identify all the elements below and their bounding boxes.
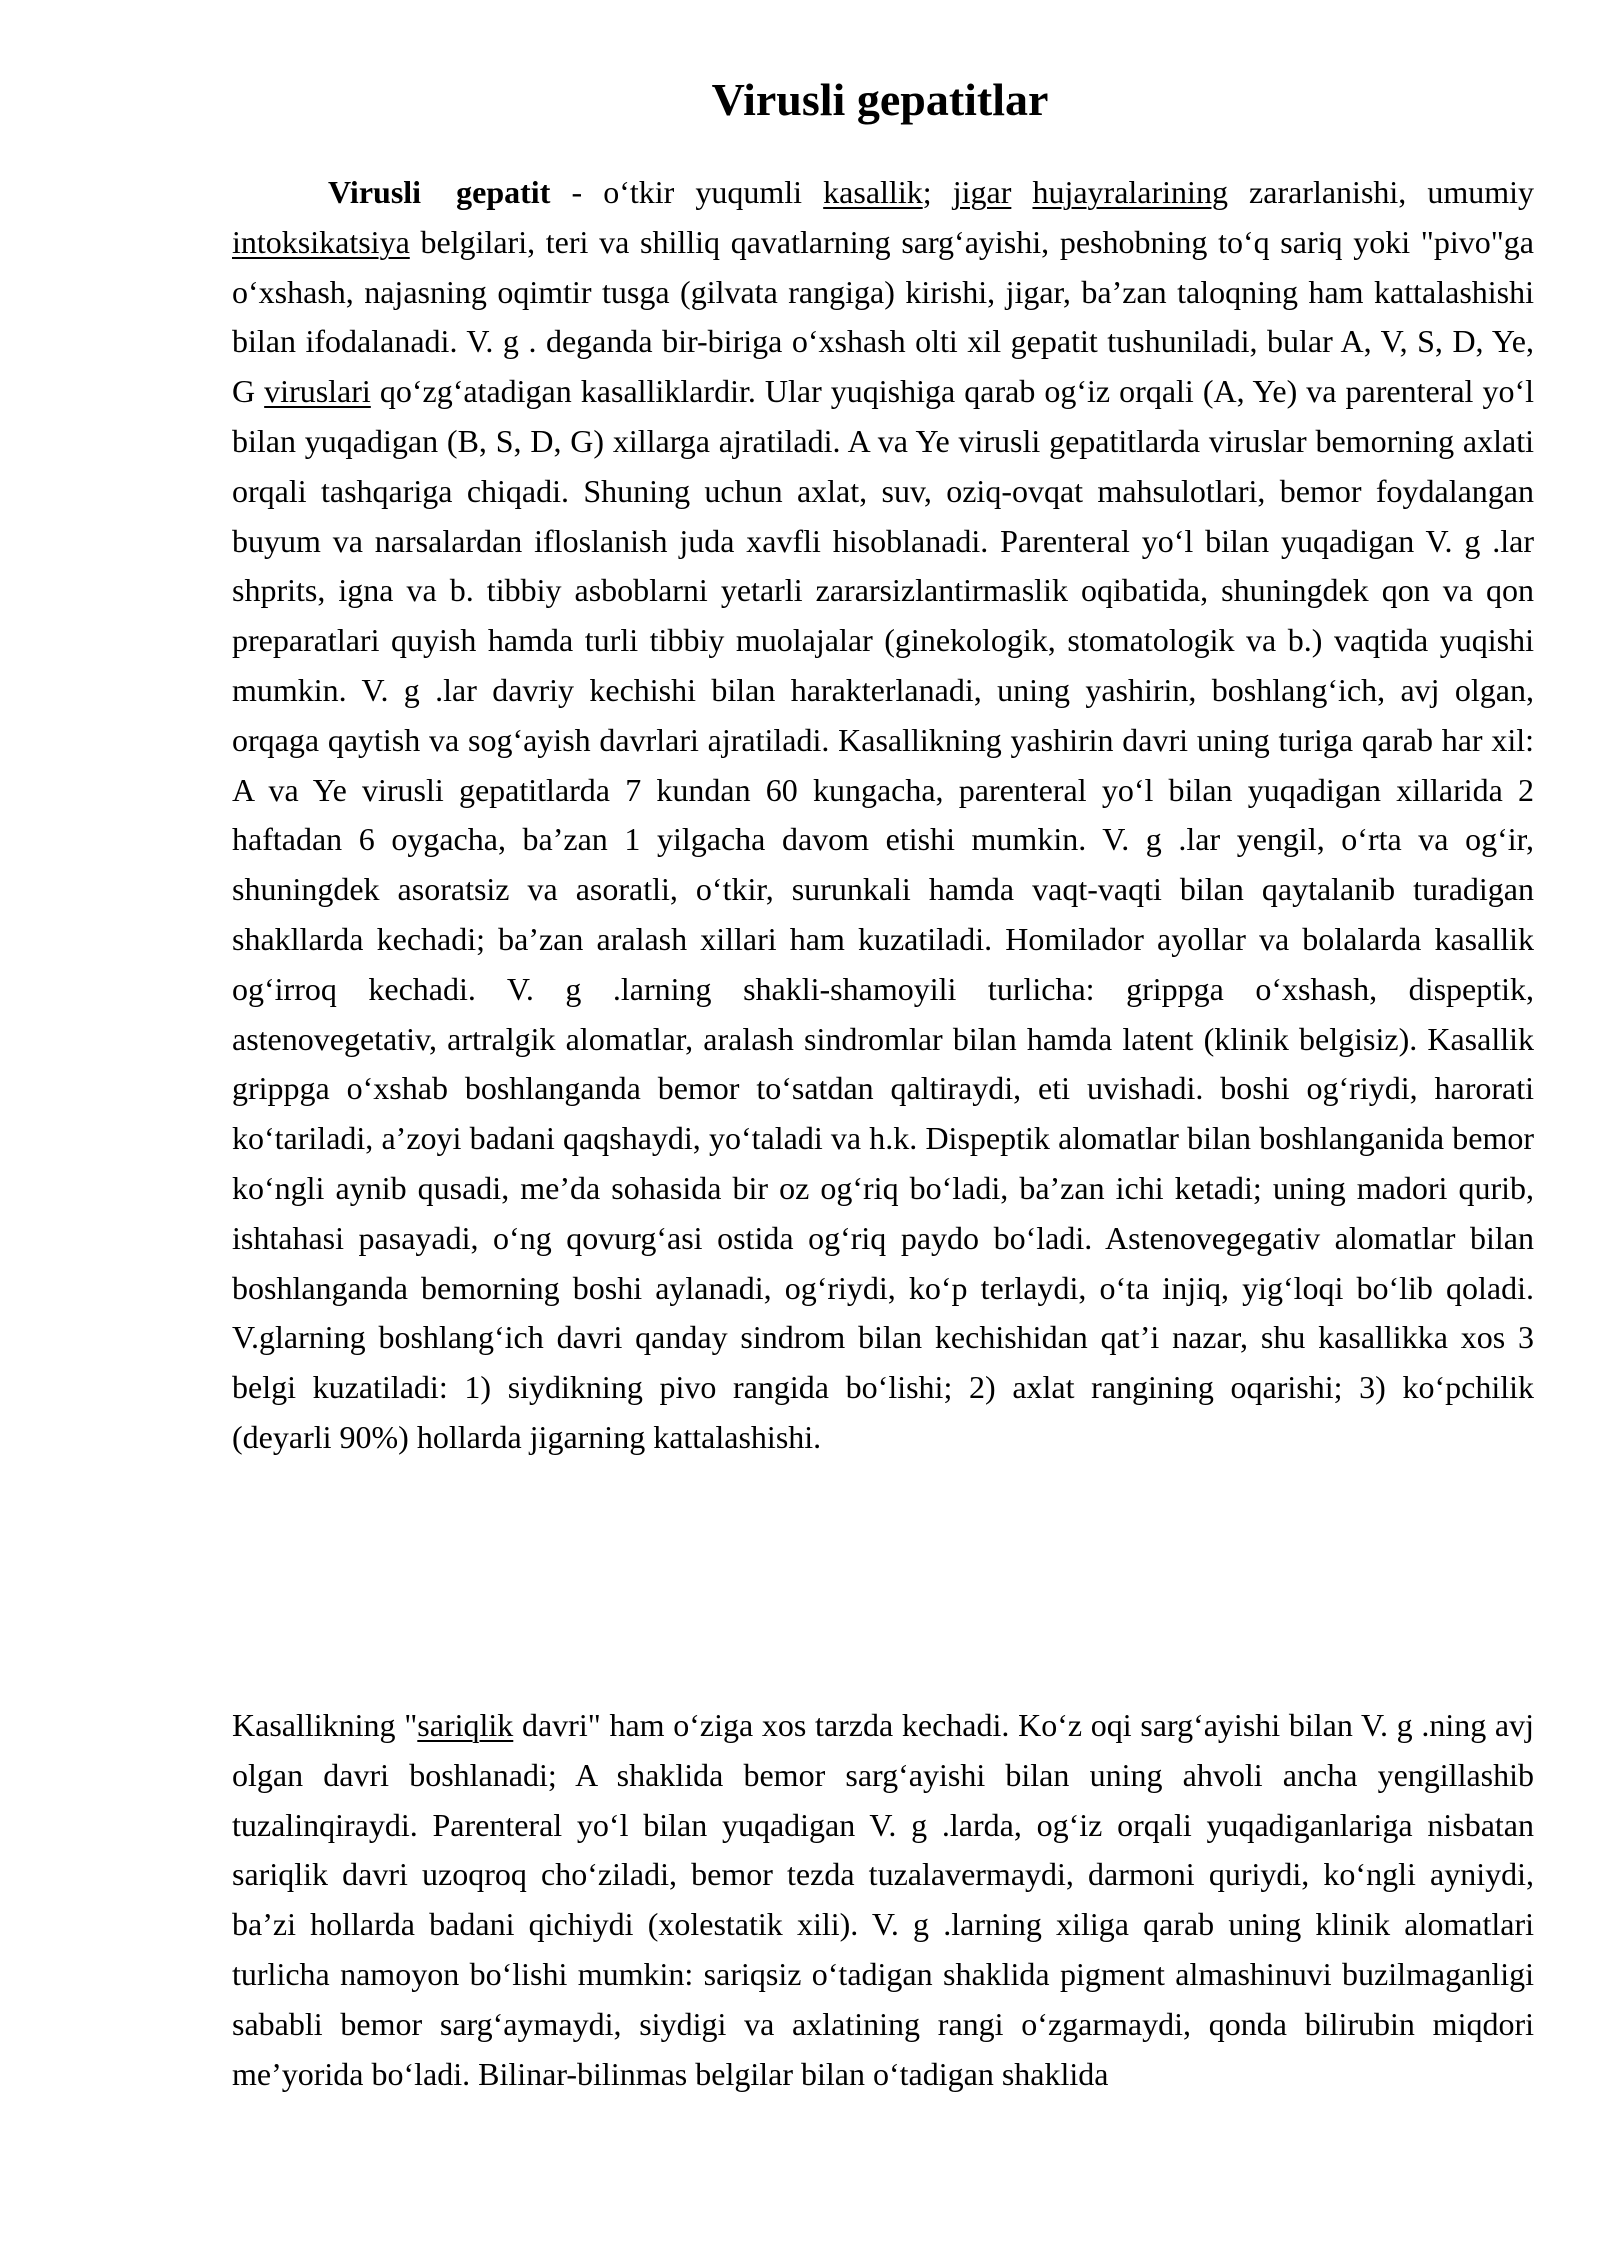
paragraph-1 [232, 168, 1534, 1463]
paragraph-2-text: Kasallikning " [232, 1707, 418, 1743]
paragraph-1-text: - o‘tkir yuqumli [550, 174, 824, 210]
paragraph-1-text [1011, 174, 1032, 210]
paragraph-1-text: belgilari, teri va shilliq qavatlarning sarg‘ayishi, peshobning to‘q sariq yoki "pivo"ga o‘xshash, najasning oqimtir tusga (gilvata rangiga) kirishi, jigar, ba’zan taloqning ham kattalashishi bilan ifodalanadi. V. g . deganda bir-biriga o‘xshash olti xil gepatit tushuniladi, bular A, V, S, D, Ye, G [232, 223, 1534, 410]
paragraph-1-text: qo‘zg‘atadigan kasalliklardir. Ular yuqishiga qarab og‘iz orqali (A, Ye) va parenteral yo‘l bilan yuqadigan (B, S, D, G) xillarga ajratiladi. A va Ye virusli gepatitlarda viruslar bemorning axlati orqali tashqariga chiqadi. Shuning uchun axlat, suv, oziq-ovqat mahsulotlari, bemor foydalangan buyum va narsalardan ifloslanish juda xavfli hisoblanadi. Parenteral yo‘l bilan yuqadigan V. g .lar shprits, igna va b. tibbiy asboblarni yetarli zararsizlantirmaslik oqibatida, shuningdek qon va qon preparatlari quyish hamda turli tibbiy muolajalar (ginekologik, stomatologik va b.) vaqtida yuqishi mumkin. V. g .lar davriy kechishi bilan harakterlanadi, uning yashirin, boshlang‘ich, avj olgan, orqaga qaytish va sog‘ayish davrlari ajratiladi. Kasallikning yashirin davri uning turiga qarab har xil: A va Ye virusli gepatitlarda 7 kundan 60 kungacha, parenteral yo‘l bilan yuqadigan xillarida 2 haftadan 6 oygacha, ba’zan 1 yilgacha davom etishi mumkin. V. g .lar yengil, o‘rta va og‘ir, shuningdek asoratsiz va asoratli, o‘tkir, surunkali hamda vaqt-vaqti bilan qaytalanib turadigan shakllarda kechadi; ba’zan aralash xillari ham kuzatiladi. Homilador ayollar va bolalarda kasallik og‘irroq kechadi. V. g .larning shakli-shamoyili turlicha: grippga o‘xshash, dispeptik, astenovegetativ, artralgik alomatlar, aralash sindromlar bilan hamda latent (klinik belgisiz). Kasallik grippga o‘xshab boshlanganda bemor to‘satdan qaltiraydi, eti uvishadi. boshi og‘riydi, harorati ko‘tariladi, a’zoyi badani qaqshaydi, yo‘taladi va h.k. Dispeptik alomatlar bilan boshlanganida bemor ko‘ngli aynib qusadi, me’da sohasida bir oz og‘riq bo‘ladi, ba’zan ichi ketadi; uning madori qurib, ishtahasi pasayadi, o‘ng qovurg‘asi ostida og‘riq paydo bo‘ladi. Astenovegegativ alomatlar bilan boshlanganda bemorning boshi aylanadi, og‘riydi, ko‘p terlaydi, o‘ta injiq, yig‘loqi bo‘lib qoladi. V.glarning boshlang‘ich davri qanday sindrom bilan kechishidan qat’i nazar, shu kasallikka xos 3 belgi kuzatiladi: 1) siydikning pivo rangida bo‘lishi; 2) axlat rangining oqarishi; 3) ko‘pchilik (deyarli 90%) hollarda jigarning kattalashishi. [232, 373, 1535, 1455]
link-jigar[interactable]: jigar [952, 174, 1012, 210]
paragraph-2 [232, 1701, 1534, 2099]
link-hujayralarining[interactable]: hujayralarining [1032, 174, 1228, 210]
link-viruslari[interactable]: viruslari [264, 373, 371, 410]
paragraph-2-text: davri" ham o‘ziga xos tarzda kechadi. Ko‘z oqi sarg‘ayishi bilan V. g .ning avj olgan davri boshlanadi; A shaklida bemor sarg‘ayishi bilan uning ahvoli ancha yengillashib tuzalinqiraydi. Parenteral yo‘l bilan yuqadigan V. g .larda, og‘iz orqali yuqadiganlariga nisbatan sariqlik davri uzoqroq cho‘ziladi, bemor tezda tuzalavermaydi, darmoni quriydi, ko‘ngli ayniydi, ba’zi hollarda badani qichiydi (xolestatik xili). V. g .larning xiliga qarab uning klinik alomatlari turlicha namoyon bo‘lishi mumkin: sariqsiz o‘tadigan shaklida pigment almashinuvi buzilmaganligi sababli bemor sarg‘aymaydi, siydigi va axlatining rangi o‘zgarmaydi, qonda bilirubin miqdori me’yorida bo‘ladi. Bilinar-bilinmas belgilar bilan o‘tadigan shaklida [232, 1707, 1535, 2092]
link-intoksikatsiya[interactable]: intoksikatsiya [232, 223, 410, 260]
paragraph-1-text: zararlanishi, umumiy [1227, 174, 1535, 210]
document-title: Virusli gepatitlar [711, 74, 1049, 125]
term-virusli-gepatit: Virusli gepatit [328, 174, 551, 210]
paragraph-1-text: ; [922, 174, 953, 210]
link-sariqlik[interactable]: sariqlik [417, 1707, 514, 1743]
link-kasallik[interactable]: kasallik [823, 174, 923, 210]
